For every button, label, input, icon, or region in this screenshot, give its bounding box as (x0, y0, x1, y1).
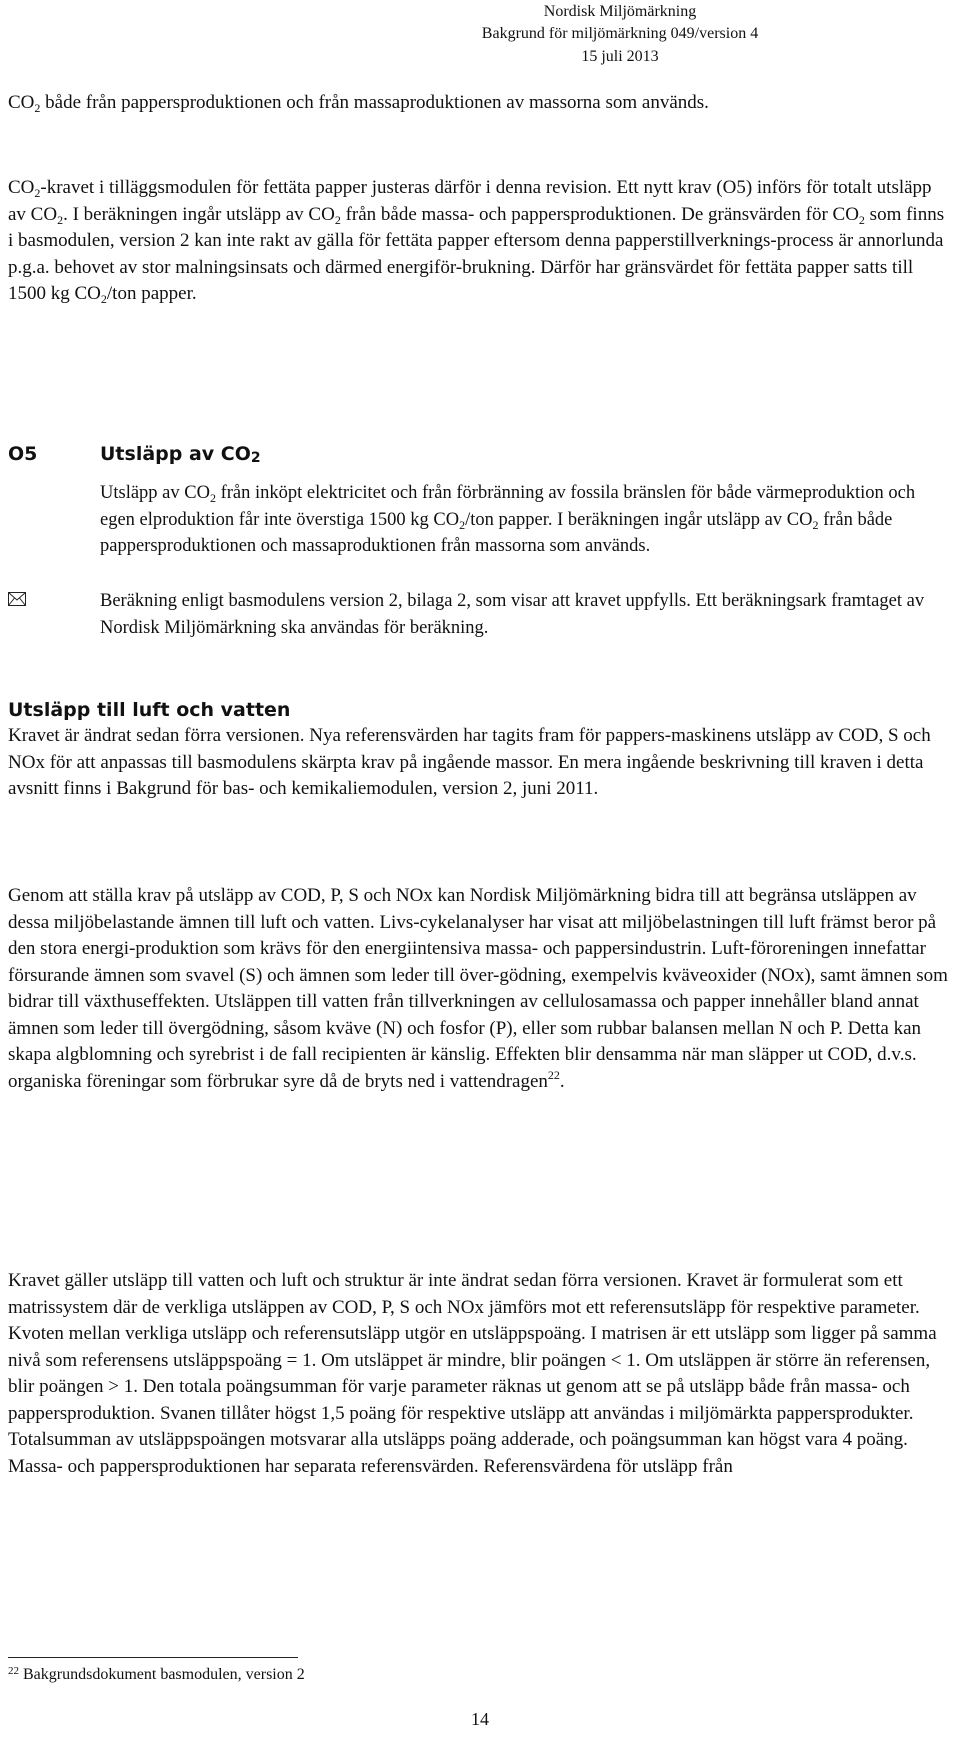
header-doc: Bakgrund för miljömärkning 049/version 4 (481, 25, 759, 42)
footnote-ref[interactable]: 22 (547, 1067, 560, 1082)
intro-paragraph-1: $CO_2$ både från pappersproduktionen och från massaproduktionen av massorna som används. (8, 92, 709, 115)
footnote: $^{22}$ Bakgrundsdokument basmodulen, version 2 (8, 1665, 305, 1683)
section-heading: Utsläpp till luft och vatten (8, 699, 291, 721)
section-paragraph-3: Kravet gäller utsläpp till vatten och luft och struktur är inte ändrat sedan förra versionen. Kravet är formulerat som ett matrissystem där de verkliga utsläppen av COD, P, S och NOx jämförs mot ett referensutsläpp för respektive parameter. Kvoten mellan verkliga utsläpp och referensutsläpp utgör en utsläppspoäng. I matrisen är ett utsläpp som ligger på samma nivå som referensens utsläppspoäng = 1. Om utsläppet är mindre, blir poängen < 1. Om utsläppen är större än referensen, blir poängen > 1. Den totala poängsumman för varje parameter räknas ut genom att se på utsläpp både från massa- och pappersproduktion. Svanen tillåter högst 1,5 poäng för respektive utsläpp att användas i miljömärkta pappersprodukter. Totalsumman av utsläppspoängen motsvarar alla utsläpps poäng adderade, och poängsumman kan högst vara 4 poäng. Massa- och pappersproduktionen har separata referensvärden. Referensvärdena för utsläpp från (8, 1270, 937, 1477)
envelope-icon (8, 592, 26, 606)
header-org: Nordisk Miljömärkning (543, 3, 697, 20)
section-paragraph-1: Kravet är ändrat sedan förra versionen. Nya referensvärden har tagits fram för pappers-maskinens utsläpp av COD, S och NOx för att anpassas till basmodulens skärpta krav på ingående massor. En mera ingående beskrivning till kraven i detta avsnitt finns i Bakgrund för bas- och kemikaliemodulen, version 2, juni 2011. (8, 725, 931, 799)
requirement-text: Utsläpp av $CO_2$ från inköpt elektricitet och från förbränning av fossila bränslen för både värmeproduktion och egen elproduktion får inte överstiga 1500 kg $CO_2$/ton papper. I beräkningen ingår utsläpp av $CO_2$ från både pappersproduktionen och massaproduktionen från massorna som används. (100, 483, 916, 556)
footnote-divider (8, 1657, 298, 1658)
intro-paragraph-2: $CO_2$-kravet i tilläggsmodulen för fettäta papper justeras därför i denna revision. Ett nytt krav (O5) införs för totalt utsläpp av $CO_2$. I beräkningen ingår utsläpp av $CO_2$ från både massa- och pappersproduktionen. De gränsvärden för $CO_2$ som finns i basmodulen, version 2 kan inte rakt av gälla för fettäta papper eftersom denna papperstillverknings-process är annorlunda p.g.a. behovet av stor malningsinsats och därmed energiför-brukning. Därför har gränsvärdet för fettäta papper satts till 1500 kg $CO_2$/ton papper. (8, 177, 945, 306)
requirement-code: O5 (8, 443, 38, 465)
requirement-verification: Beräkning enligt basmodulens version 2, bilaga 2, som visar att kravet uppfylls. Ett beräkningsark framtaget av Nordisk Miljömärkning ska användas för beräkning. (100, 591, 925, 638)
section-paragraph-2: Genom att ställa krav på utsläpp av COD, P, S och NOx kan Nordisk Miljömärkning bidra till att begränsa utsläppen av dessa miljöbelastande ämnen till luft och vatten. Livs-cykelanalyser har visat att miljöbelastningen till luft främst beror på den stora energi-produktion som krävs för den energiintensiva massa- och pappersindustrin. Luft-föroreningen innefattar försurande ämnen som svavel (S) och ämnen som leder till över-gödning, exempelvis kväveoxider (NOx), samt ämnen som bidrar till växthuseffekten. Utsläppen till vatten från tillverkningen av cellulosamassa och papper innehåller bland annat ämnen som leder till övergödning, såsom kväve (N) och fosfor (P), eller som rubbar balansen mellan N och P. Detta kan skapa algblomning och syrebrist i de fall recipienten är känslig. Effekten blir densamma när man släpper ut COD, d.v.s. organiska föreningar som förbrukar syre då de bryts ned i vattendragen$^{22}$. (8, 885, 948, 1092)
page-number: 14 (471, 1709, 489, 1729)
header-date: 15 juli 2013 (581, 48, 659, 65)
requirement-title: Utsläpp av $CO_2$ (100, 443, 261, 466)
